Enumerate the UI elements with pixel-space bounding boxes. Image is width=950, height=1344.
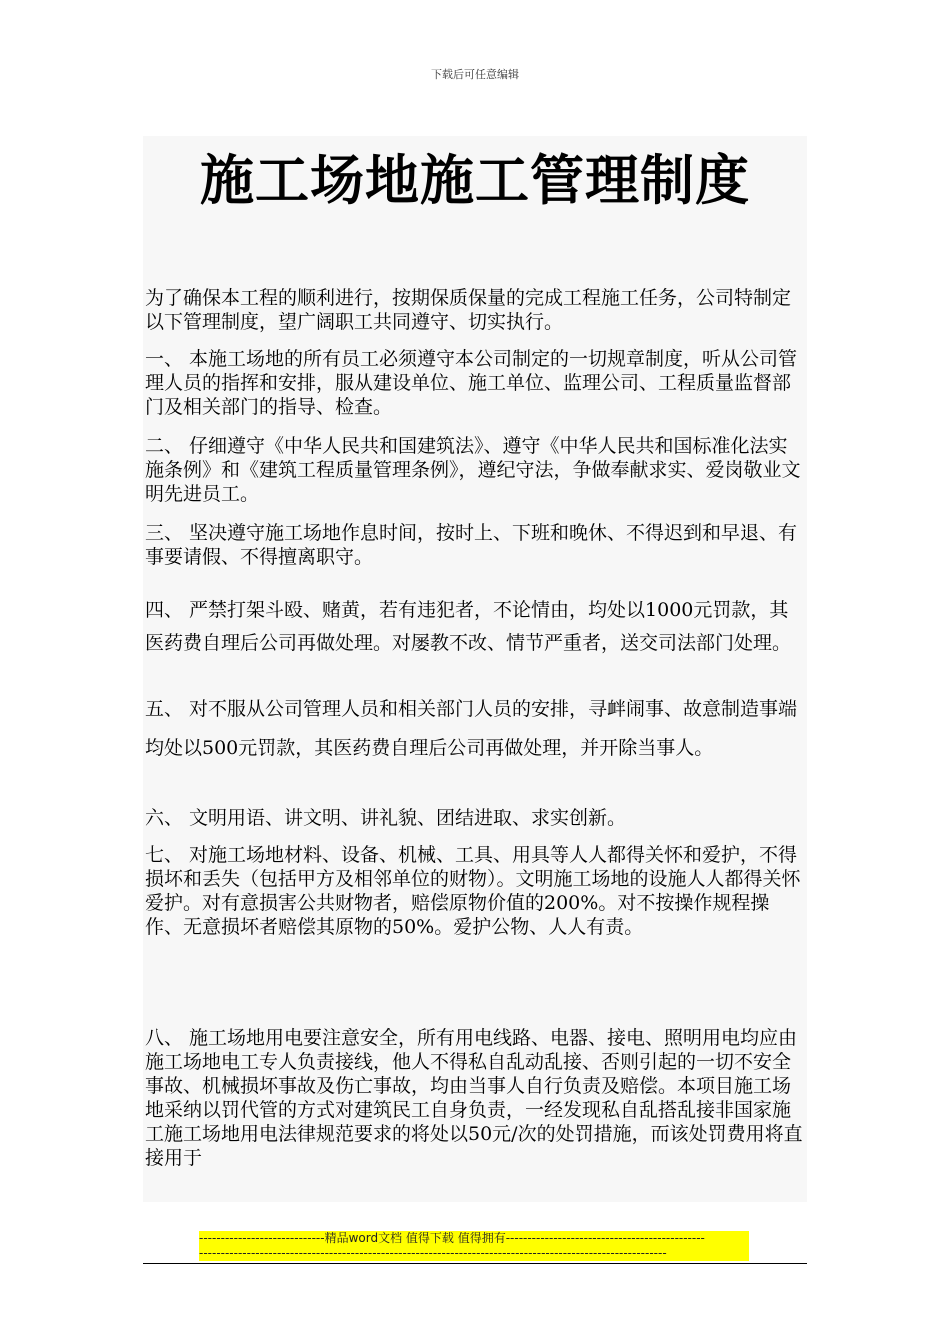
footer-banner-line2: ------------------------------------------------------------------------------------------------------------ (199, 1246, 749, 1261)
footer-banner (199, 1231, 749, 1261)
footer-divider (143, 1263, 807, 1264)
paragraph-5: 五、 对不服从公司管理人员和相关部门人员的安排，寻衅闹事、故意制造事端均处以500元罚款，其医药费自理后公司再做处理，并开除当事人。 (145, 698, 798, 759)
paragraph-3: 三、 坚决遵守施工场地作息时间，按时上、下班和晚休、不得迟到和早退、有事要请假、不得擅离职守。 (145, 522, 798, 568)
paragraph-1: 一、 本施工场地的所有员工必须遵守本公司制定的一切规章制度，听从公司管理人员的指挥和安排，服从建设单位、施工单位、监理公司、工程质量监督部门及相关部门的指导、检查。 (145, 348, 798, 418)
paragraph-7: 七、 对施工场地材料、设备、机械、工具、用具等人人都得关怀和爱护，不得损坏和丢失（包括甲方及相邻单位的财物）。文明施工场地的设施人人都得关怀爱护。对有意损害公共财物者，赔偿原物价值的200%。对不按操作规程操作、无意损坏者赔偿其原物的50%。爱护公物、人人有责。 (145, 844, 801, 938)
document-title: 施工场地施工管理制度 (200, 148, 750, 212)
paragraph-intro: 为了确保本工程的顺利进行，按期保质保量的完成工程施工任务，公司特制定以下管理制度，望广阔职工共同遵守、切实执行。 (145, 287, 792, 333)
paragraph-6: 六、 文明用语、讲文明、讲礼貌、团结进取、求实创新。 (145, 807, 627, 829)
footer-banner-line1: -----------------------------精品word文档 值得下载 值得拥有---------------------------------------------- (199, 1231, 749, 1246)
header-note: 下载后可任意编辑 (431, 68, 519, 81)
paragraph-4: 四、 严禁打架斗殴、赌黄，若有违犯者，不论情由，均处以1000元罚款，其医药费自理后公司再做处理。对屡教不改、情节严重者，送交司法部门处理。 (145, 599, 792, 654)
paragraph-2: 二、 仔细遵守《中华人民共和国建筑法》、遵守《中华人民共和国标准化法实施条例》和《建筑工程质量管理条例》，遵纪守法，争做奉献求实、爱岗敬业文明先进员工。 (145, 435, 801, 505)
paragraph-8: 八、 施工场地用电要注意安全，所有用电线路、电器、接电、照明用电均应由施工场地电工专人负责接线，他人不得私自乱动乱接、否则引起的一切不安全事故、机械损坏事故及伤亡事故，均由当事人自行负责及赔偿。本项目施工场地采纳以罚代管的方式对建筑民工自身负责，一经发现私自乱搭乱接非国家施工施工场地用电法律规范要求的将处以50元/次的处罚措施，而该处罚费用将直接用于 (145, 1027, 803, 1169)
